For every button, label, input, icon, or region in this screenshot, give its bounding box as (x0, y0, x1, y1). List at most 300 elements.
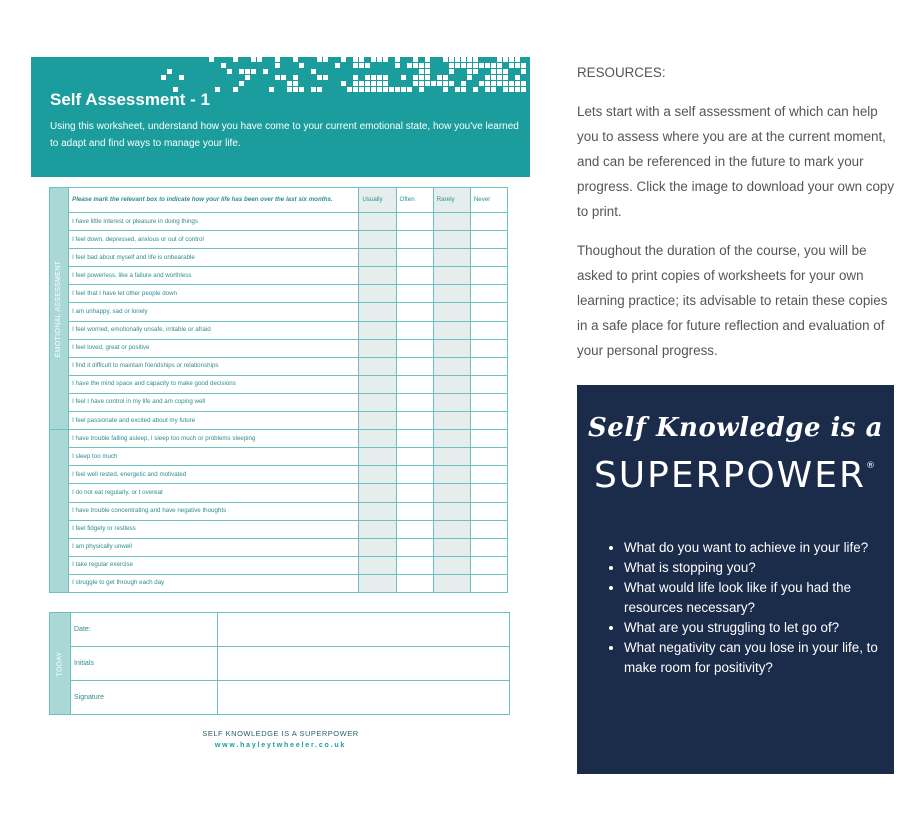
assessment-header-row (50, 188, 508, 213)
pattern-square (233, 57, 238, 62)
answer-cell (433, 393, 470, 411)
pattern-square (245, 75, 250, 80)
pattern-square (485, 75, 490, 80)
assessment-row (50, 430, 508, 448)
answer-cell (433, 448, 470, 466)
answer-cell (396, 430, 433, 448)
answer-cell (470, 249, 507, 267)
question-text: I feel passionate and excited about my future (69, 412, 359, 430)
worksheet-title: Self Assessment - 1 (50, 90, 210, 109)
pattern-square (227, 69, 232, 74)
answer-cell (396, 556, 433, 574)
answer-cell (359, 303, 396, 321)
answer-cell (433, 267, 470, 285)
pattern-square (161, 75, 166, 80)
pattern-square (353, 87, 358, 92)
assessment-row (50, 538, 508, 556)
pattern-square (365, 81, 370, 86)
answer-cell (396, 448, 433, 466)
assessment-row (50, 574, 508, 592)
answer-cell (396, 502, 433, 520)
assessment-row (50, 393, 508, 411)
pattern-square (509, 81, 514, 86)
column-header-rarely: Rarely (433, 188, 470, 213)
pattern-square (413, 75, 418, 80)
answer-cell (470, 574, 507, 592)
question-text: I feel that I have let other people down (69, 285, 359, 303)
physical-side-label (50, 430, 69, 593)
pattern-square (431, 81, 436, 86)
answer-cell (433, 339, 470, 357)
question-text: I feel loved, great or positive (69, 339, 359, 357)
assessment-row (50, 267, 508, 285)
pattern-square (323, 75, 328, 80)
answer-cell (396, 484, 433, 502)
pattern-square (497, 69, 502, 74)
pattern-square (287, 87, 292, 92)
poster-superpower-title: SUPERPOWER® (593, 455, 878, 496)
answer-cell (396, 285, 433, 303)
pattern-square (521, 81, 526, 86)
question-text: I am unhappy, sad or lonely (69, 303, 359, 321)
pattern-square (449, 69, 454, 74)
pattern-square (419, 75, 424, 80)
answer-cell (470, 393, 507, 411)
checker-pattern-decoration (131, 57, 530, 93)
answer-cell (396, 321, 433, 339)
resources-heading: RESOURCES: (577, 65, 666, 80)
pattern-square (461, 87, 466, 92)
pattern-square (317, 57, 322, 62)
pattern-square (461, 57, 466, 62)
pattern-square (179, 75, 184, 80)
assessment-row (50, 412, 508, 430)
question-text: I have trouble concentrating and have negative thoughts (69, 502, 359, 520)
pattern-square (311, 69, 316, 74)
pattern-square (395, 87, 400, 92)
assessment-row (50, 213, 508, 231)
answer-cell (470, 466, 507, 484)
answer-cell (433, 484, 470, 502)
pattern-square (353, 75, 358, 80)
pattern-square (401, 75, 406, 80)
answer-cell (359, 502, 396, 520)
pattern-square (521, 63, 526, 68)
pattern-square (515, 75, 520, 80)
assessment-table (49, 187, 508, 593)
pattern-square (239, 81, 244, 86)
pattern-square (485, 87, 490, 92)
assessment-row (50, 375, 508, 393)
pattern-square (509, 87, 514, 92)
pattern-square (491, 69, 496, 74)
date-field (218, 613, 510, 647)
assessment-row (50, 285, 508, 303)
question-text: I feel well rested, energetic and motivated (69, 466, 359, 484)
pattern-square (443, 57, 448, 62)
pattern-square (419, 81, 424, 86)
answer-cell (470, 502, 507, 520)
answer-cell (470, 339, 507, 357)
pattern-square (215, 87, 220, 92)
pattern-square (269, 87, 274, 92)
answer-cell (433, 213, 470, 231)
answer-cell (396, 339, 433, 357)
answer-cell (396, 213, 433, 231)
poster-question: • What negativity can you lose in your life, to make room for positivity? (624, 638, 894, 678)
pattern-square (293, 57, 298, 62)
assessment-row (50, 249, 508, 267)
pattern-square (383, 75, 388, 80)
pattern-square (521, 87, 526, 92)
pattern-square (371, 87, 376, 92)
pattern-square (455, 63, 460, 68)
answer-cell (359, 520, 396, 538)
signature-field (218, 681, 510, 715)
pattern-square (491, 87, 496, 92)
answer-cell (470, 520, 507, 538)
resources-paragraph-1: Lets start with a self assessment of which can help you to assess where you are at the current moment, and can be referenced in the future to mark your progress. Click the image to download your own copy to print. (577, 104, 895, 219)
superpower-poster (577, 385, 894, 774)
question-text: I feel I have control in my life and am coping well (69, 393, 359, 411)
pattern-square (359, 81, 364, 86)
pattern-square (443, 81, 448, 86)
answer-cell (359, 321, 396, 339)
assessment-row (50, 231, 508, 249)
emotional-side-label: EMOTIONAL ASSESSMENT (50, 188, 69, 430)
answer-cell (396, 375, 433, 393)
answer-cell (470, 412, 507, 430)
pattern-square (377, 87, 382, 92)
question-text: I feel fidgety or restless (69, 520, 359, 538)
answer-cell (433, 502, 470, 520)
question-text: I feel powerless, like a failure and worthless (69, 267, 359, 285)
answer-cell (470, 231, 507, 249)
today-side-label: TODAY (50, 613, 71, 715)
pattern-square (275, 57, 280, 62)
pattern-square (251, 57, 256, 62)
today-row-initials (50, 647, 510, 681)
pattern-square (293, 81, 298, 86)
pattern-square (365, 75, 370, 80)
answer-cell (433, 466, 470, 484)
pattern-square (497, 75, 502, 80)
pattern-square (257, 57, 262, 62)
pattern-square (371, 81, 376, 86)
assessment-row (50, 448, 508, 466)
pattern-square (443, 87, 448, 92)
pattern-square (347, 87, 352, 92)
pattern-square (467, 63, 472, 68)
pattern-square (395, 63, 400, 68)
column-header-often: Often (396, 188, 433, 213)
pattern-square (323, 57, 328, 62)
answer-cell (359, 267, 396, 285)
pattern-square (473, 57, 478, 62)
pattern-square (455, 87, 460, 92)
poster-question: • What are you struggling to let go of? (624, 618, 894, 638)
question-text: I take regular exercise (69, 556, 359, 574)
pattern-square (239, 69, 244, 74)
answer-cell (396, 393, 433, 411)
pattern-square (461, 81, 466, 86)
answer-cell (359, 231, 396, 249)
pattern-square (449, 81, 454, 86)
question-text: I sleep too much (69, 448, 359, 466)
pattern-square (383, 87, 388, 92)
answer-cell (433, 538, 470, 556)
answer-cell (433, 574, 470, 592)
answer-cell (396, 538, 433, 556)
answer-cell (433, 231, 470, 249)
question-text: I struggle to get through each day (69, 574, 359, 592)
pattern-square (413, 81, 418, 86)
pattern-square (407, 87, 412, 92)
answer-cell (359, 574, 396, 592)
pattern-square (491, 75, 496, 80)
answer-cell (359, 285, 396, 303)
pattern-square (293, 87, 298, 92)
pattern-square (425, 57, 430, 62)
question-text: I have the mind space and capacity to make good decisions (69, 375, 359, 393)
pattern-square (491, 63, 496, 68)
poster-question-list (604, 538, 894, 678)
pattern-square (437, 81, 442, 86)
question-text: I do not eat regularly, or I overeat (69, 484, 359, 502)
pattern-square (365, 63, 370, 68)
answer-cell (470, 285, 507, 303)
answer-cell (396, 303, 433, 321)
answer-cell (470, 213, 507, 231)
pattern-square (413, 57, 418, 62)
poster-question: • What do you want to achieve in your life? (624, 538, 894, 558)
pattern-square (461, 63, 466, 68)
pattern-square (263, 69, 268, 74)
answer-cell (359, 466, 396, 484)
answer-cell (359, 393, 396, 411)
answer-cell (470, 321, 507, 339)
worksheet-footer-url: www.hayleytwheeler.co.uk (214, 742, 347, 749)
answer-cell (433, 249, 470, 267)
question-text: I find it difficult to maintain friendships or relationships (69, 357, 359, 375)
assessment-row (50, 321, 508, 339)
pattern-square (371, 57, 376, 62)
pattern-square (485, 81, 490, 86)
pattern-square (335, 63, 340, 68)
answer-cell (396, 231, 433, 249)
resources-text (577, 60, 897, 377)
pattern-square (503, 87, 508, 92)
initials-field (218, 647, 510, 681)
pattern-square (275, 63, 280, 68)
pattern-square (467, 57, 472, 62)
pattern-square (371, 75, 376, 80)
assessment-row (50, 520, 508, 538)
question-text: I feel bad about myself and life is unbearable (69, 249, 359, 267)
pattern-square (509, 57, 514, 62)
pattern-square (515, 63, 520, 68)
answer-cell (433, 303, 470, 321)
answer-cell (470, 448, 507, 466)
answer-cell (433, 556, 470, 574)
pattern-square (299, 87, 304, 92)
pattern-square (317, 75, 322, 80)
pattern-square (341, 81, 346, 86)
answer-cell (470, 357, 507, 375)
date-label: Date: (71, 613, 218, 647)
answer-cell (359, 339, 396, 357)
today-row-signature (50, 681, 510, 715)
column-header-usually: Usually (359, 188, 396, 213)
answer-cell (433, 430, 470, 448)
pattern-square (419, 87, 424, 92)
pattern-square (473, 69, 478, 74)
pattern-square (497, 57, 502, 62)
answer-cell (470, 556, 507, 574)
worksheet-image[interactable] (31, 57, 530, 767)
answer-cell (433, 375, 470, 393)
pattern-square (377, 81, 382, 86)
pattern-square (521, 69, 526, 74)
pattern-square (377, 57, 382, 62)
pattern-square (353, 81, 358, 86)
pattern-square (359, 57, 364, 62)
pattern-square (503, 69, 508, 74)
pattern-square (467, 69, 472, 74)
pattern-square (509, 63, 514, 68)
assessment-row (50, 502, 508, 520)
pattern-square (503, 57, 508, 62)
answer-cell (359, 249, 396, 267)
pattern-square (437, 75, 442, 80)
pattern-square (317, 87, 322, 92)
pattern-square (275, 75, 280, 80)
question-text: I feel down, depressed, anxious or out of control (69, 231, 359, 249)
pattern-square (503, 75, 508, 80)
answer-cell (470, 484, 507, 502)
poster-question: • What would life look like if you had the resources necessary? (624, 578, 894, 618)
answer-cell (470, 375, 507, 393)
answer-cell (396, 574, 433, 592)
assessment-row (50, 357, 508, 375)
pattern-square (467, 75, 472, 80)
question-text: I have trouble falling asleep, I sleep too much or problems sleeping (69, 430, 359, 448)
pattern-square (395, 57, 400, 62)
pattern-square (377, 75, 382, 80)
answer-cell (359, 484, 396, 502)
pattern-square (383, 57, 388, 62)
pattern-square (233, 87, 238, 92)
answer-cell (396, 412, 433, 430)
answer-cell (396, 520, 433, 538)
pattern-square (419, 69, 424, 74)
signature-label: Signature (71, 681, 218, 715)
pattern-square (341, 57, 346, 62)
pattern-square (515, 81, 520, 86)
pattern-square (167, 69, 172, 74)
pattern-square (425, 75, 430, 80)
assessment-row (50, 556, 508, 574)
pattern-square (209, 57, 214, 62)
pattern-square (425, 63, 430, 68)
pattern-square (449, 63, 454, 68)
assessment-row (50, 484, 508, 502)
pattern-square (407, 63, 412, 68)
pattern-square (485, 63, 490, 68)
pattern-square (245, 69, 250, 74)
pattern-square (353, 63, 358, 68)
resources-paragraph-2: Thoughout the duration of the course, you will be asked to print copies of worksheets for your own learning practice; its advisable to retain these copies in a safe place for future reflection and evaluation of your personal progress. (577, 243, 888, 358)
answer-cell (470, 430, 507, 448)
worksheet-banner (31, 57, 530, 177)
pattern-square (497, 63, 502, 68)
pattern-square (311, 87, 316, 92)
pattern-square (359, 63, 364, 68)
question-text: I am physically unwell (69, 538, 359, 556)
answer-cell (359, 213, 396, 231)
column-header-never: Never (470, 188, 507, 213)
pattern-square (455, 57, 460, 62)
pattern-square (473, 87, 478, 92)
worksheet-intro: Using this worksheet, understand how you have come to your current emotional state, how you've learned to adapt and find ways to manage your life. (50, 121, 519, 149)
answer-cell (433, 412, 470, 430)
answer-cell (470, 267, 507, 285)
answer-cell (396, 466, 433, 484)
answer-cell (359, 430, 396, 448)
assessment-row (50, 339, 508, 357)
answer-cell (396, 249, 433, 267)
pattern-square (281, 75, 286, 80)
pattern-square (503, 81, 508, 86)
assessment-row (50, 466, 508, 484)
question-text: I feel worried, emotionally unsafe, irritable or afraid (69, 321, 359, 339)
pattern-square (491, 81, 496, 86)
instruction-text: Please mark the relevant box to indicate how your life has been over the last six months. (69, 188, 359, 213)
pattern-square (251, 69, 256, 74)
pattern-square (413, 63, 418, 68)
answer-cell (359, 538, 396, 556)
answer-cell (396, 357, 433, 375)
question-text: I have little interest or pleasure in doing things (69, 213, 359, 231)
answer-cell (359, 357, 396, 375)
initials-label: Initials (71, 647, 218, 681)
pattern-square (443, 75, 448, 80)
pattern-square (515, 57, 520, 62)
pattern-square (287, 81, 292, 86)
poster-question: • What is stopping you? (624, 558, 894, 578)
answer-cell (396, 267, 433, 285)
today-row-date (50, 613, 510, 647)
pattern-square (515, 87, 520, 92)
answer-cell (433, 357, 470, 375)
answer-cell (359, 375, 396, 393)
pattern-square (221, 63, 226, 68)
pattern-square (479, 81, 484, 86)
pattern-square (401, 87, 406, 92)
pattern-square (299, 63, 304, 68)
answer-cell (359, 556, 396, 574)
pattern-square (425, 81, 430, 86)
pattern-square (425, 69, 430, 74)
pattern-square (473, 63, 478, 68)
answer-cell (359, 448, 396, 466)
pattern-square (389, 87, 394, 92)
pattern-square (359, 87, 364, 92)
worksheet-footer-title: SELF KNOWLEDGE IS A SUPERPOWER (202, 729, 359, 738)
pattern-square (479, 63, 484, 68)
pattern-square (353, 57, 358, 62)
poster-script-title: Self Knowledge is a (588, 413, 883, 443)
